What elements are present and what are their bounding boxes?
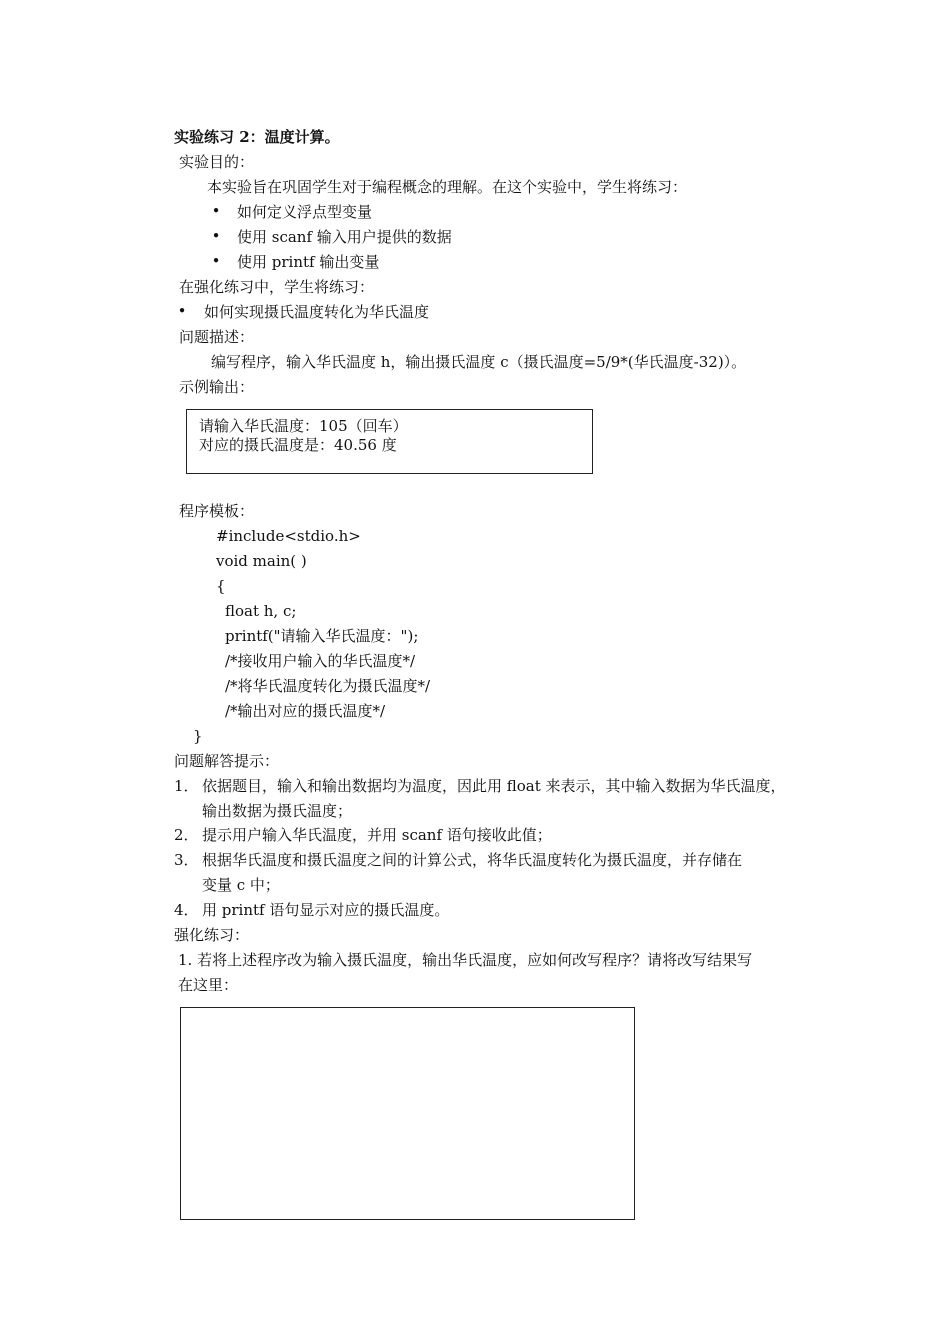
hint-text: 输出数据为摄氏温度； [202,802,353,820]
hint-text: 提示用户输入华氏温度，并用 scanf 语句接收此值； [202,826,552,844]
hint-number: 4． [174,901,199,919]
code-line: /*接收用户输入的华氏温度*/ [225,652,416,670]
hint-number: 3． [174,851,199,869]
purpose-item: 使用 printf 输出变量 [237,253,380,271]
template-heading: 程序模板： [179,502,255,520]
code-line: void main( ) [216,552,307,570]
bullet-icon: • [211,227,221,245]
reinforce-item: 如何实现摄氏温度转化为华氏温度 [204,303,430,321]
code-line: /*将华氏温度转化为摄氏温度*/ [225,677,431,695]
hint-text: 变量 c 中； [202,876,280,894]
purpose-heading: 实验目的： [179,153,255,171]
reinforce-intro: 在强化练习中，学生将练习： [179,278,375,296]
purpose-item: 如何定义浮点型变量 [237,203,373,221]
code-line: float h, c; [225,602,297,620]
purpose-intro: 本实验旨在巩固学生对于编程概念的理解。在这个实验中，学生将练习： [207,178,688,196]
bullet-icon: • [177,302,187,320]
bullet-icon: • [211,202,221,220]
code-line: printf("请输入华氏温度："); [225,627,419,645]
sample-output-line: 对应的摄氏温度是：40.56 度 [199,436,397,454]
code-line: { [216,577,226,595]
bullet-icon: • [211,252,221,270]
exercise-question: 在这里： [178,976,239,994]
answer-box[interactable] [180,1007,635,1220]
description-text: 编写程序，输入华氏温度 h，输出摄氏温度 c（摄氏温度=5/9*(华氏温度-32)）。 [211,353,747,371]
hint-text: 根据华氏温度和摄氏温度之间的计算公式，将华氏温度转化为摄氏温度，并存储在 [202,851,743,869]
exercise-heading: 强化练习： [174,926,250,944]
purpose-item: 使用 scanf 输入用户提供的数据 [237,228,452,246]
hint-number: 2． [174,826,199,844]
exercise-question: 1. 若将上述程序改为输入摄氏温度，输出华氏温度，应如何改写程序？请将改写结果写 [178,951,753,969]
code-line: #include<stdio.h> [216,527,361,545]
code-line: /*输出对应的摄氏温度*/ [225,702,386,720]
exercise-title: 实验练习 2：温度计算。 [174,128,340,146]
sample-heading: 示例输出： [179,378,255,396]
hints-heading: 问题解答提示： [174,752,280,770]
hint-text: 用 printf 语句显示对应的摄氏温度。 [202,901,450,919]
code-line: } [193,727,203,745]
sample-output-line: 请输入华氏温度：105（回车） [199,417,408,435]
hint-text: 依据题目，输入和输出数据均为温度，因此用 float 来表示，其中输入数据为华氏温度， [202,777,786,795]
sample-output-box [186,409,593,474]
description-heading: 问题描述： [179,328,255,346]
hint-number: 1． [174,777,199,795]
